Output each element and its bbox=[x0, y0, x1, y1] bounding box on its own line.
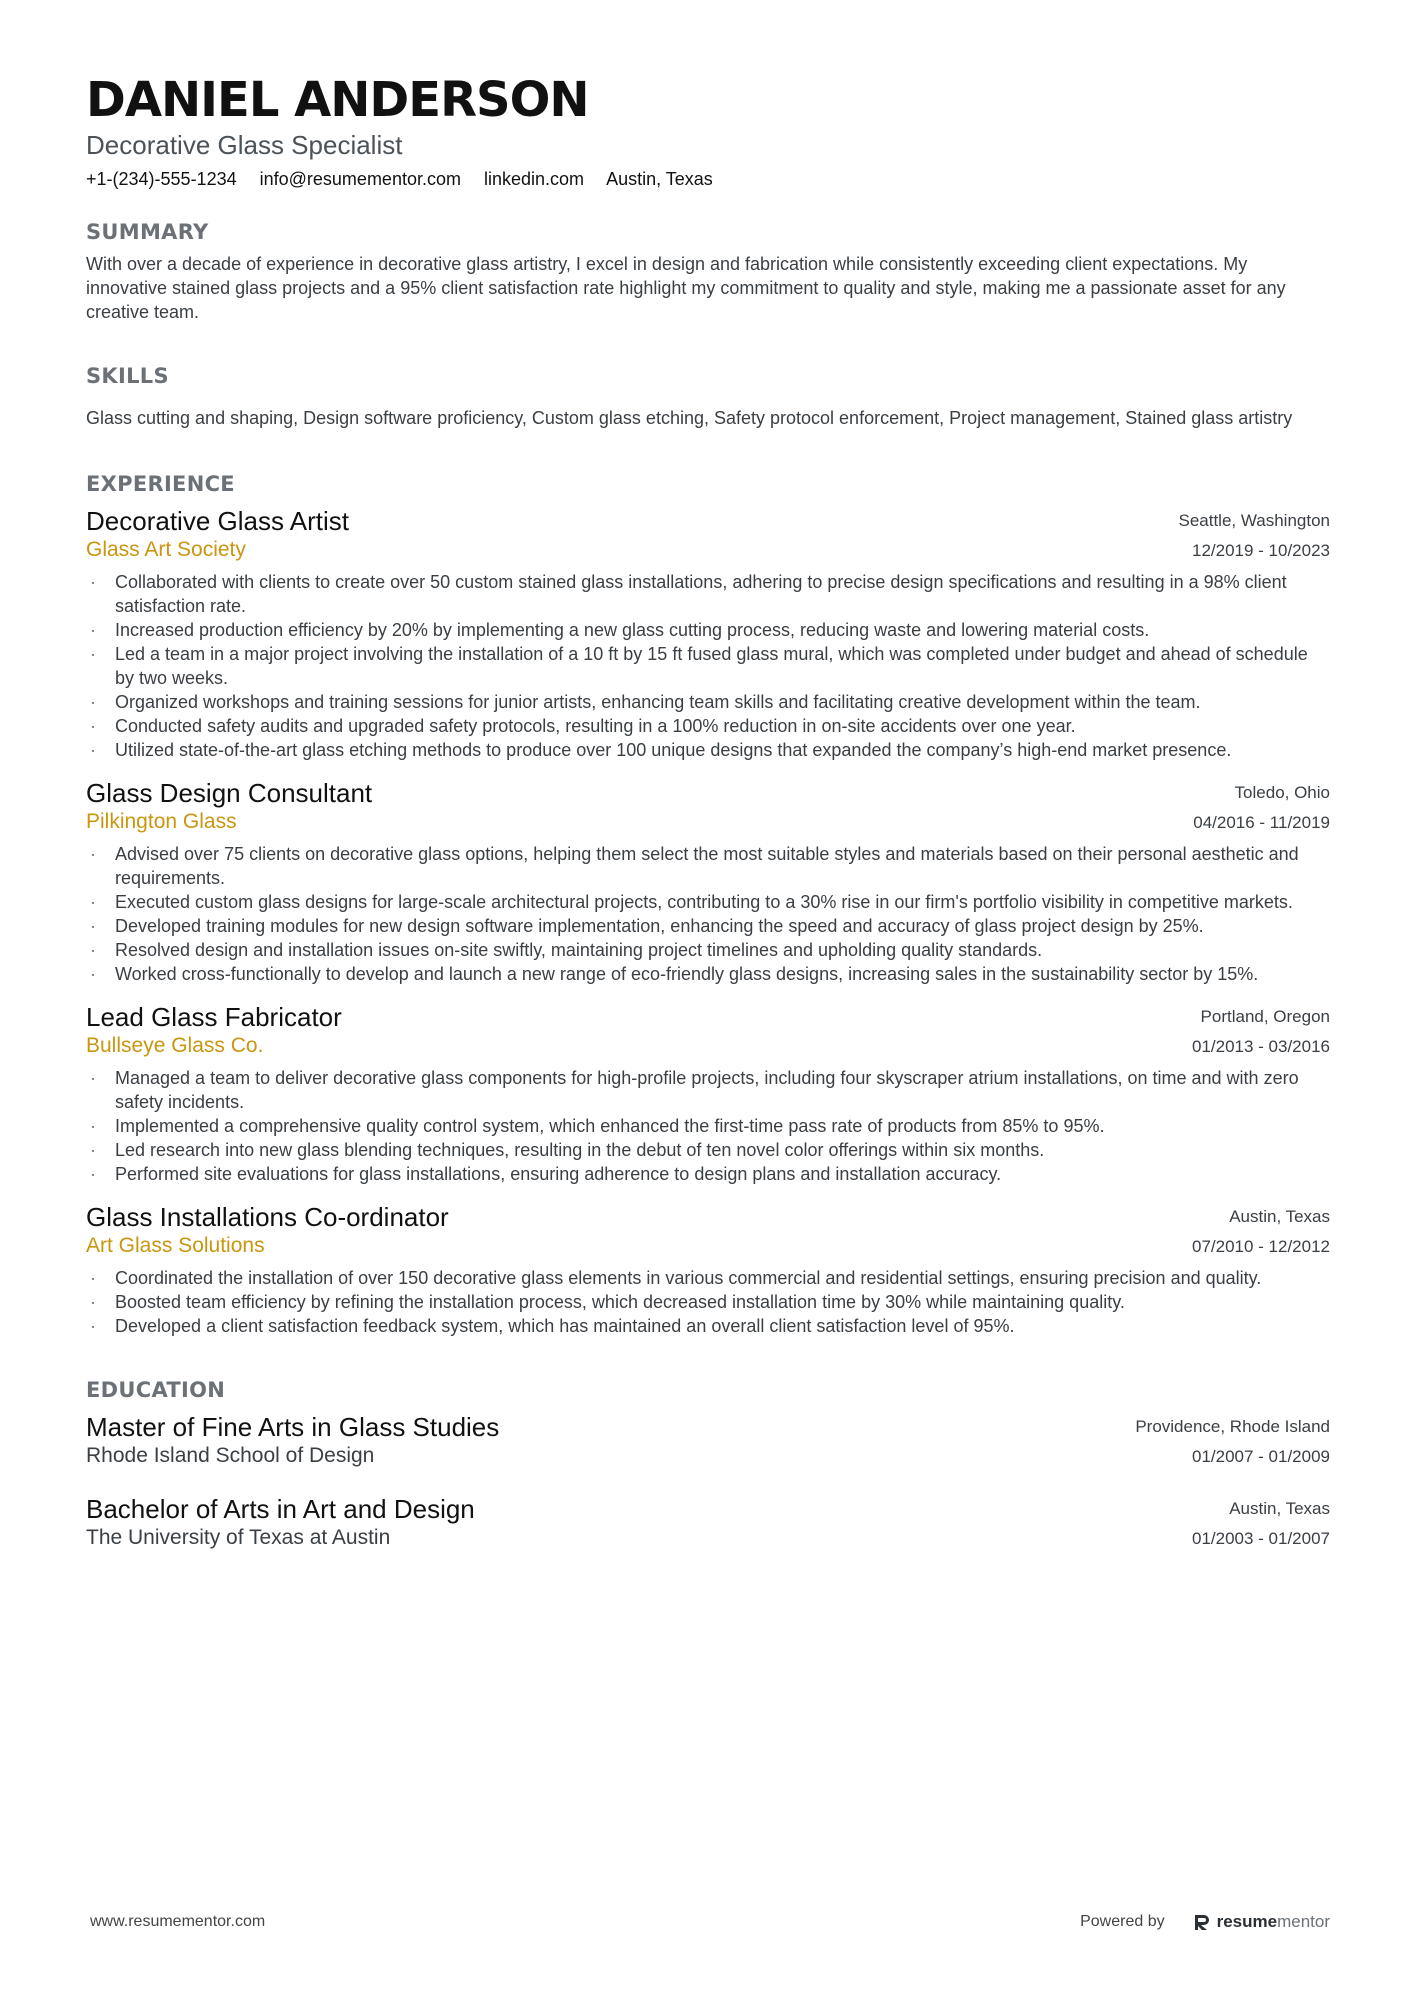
skills-title: SKILLS bbox=[86, 364, 169, 388]
job-bullets bbox=[86, 1266, 1330, 1338]
degree-title: Master of Fine Arts in Glass Studies bbox=[86, 1412, 500, 1442]
school-name: Rhode Island School of Design bbox=[86, 1444, 375, 1467]
experience-title: EXPERIENCE bbox=[86, 472, 235, 496]
powered-by-label: Powered by bbox=[1080, 1913, 1165, 1930]
job-title: Glass Design Consultant bbox=[86, 778, 373, 808]
job-company: Pilkington Glass bbox=[86, 810, 237, 833]
bullet-item: · Led research into new glass blending techniques, resulting in the debut of ten novel color offerings within six months. bbox=[86, 1138, 1330, 1162]
experience-section bbox=[86, 472, 1330, 1338]
resume-page bbox=[86, 72, 1330, 1554]
school-dates: 01/2007 - 01/2009 bbox=[1191, 1447, 1330, 1466]
bullet-item: · Utilized state-of-the-art glass etching methods to produce over 100 unique designs that expanded the company’s high-end market presence. bbox=[86, 738, 1330, 762]
bullet-item: · Performed site evaluations for glass installations, ensuring adherence to design plans and installation accuracy. bbox=[86, 1162, 1330, 1186]
school-location: Providence, Rhode Island bbox=[1135, 1417, 1330, 1436]
contact-email[interactable]: info@resumementor.com bbox=[259, 169, 461, 189]
bullet-item: · Boosted team efficiency by refining the installation process, which decreased installation time by 30% while maintaining quality. bbox=[86, 1290, 1330, 1314]
page-footer bbox=[90, 1912, 1330, 1932]
contact-line bbox=[86, 168, 1330, 190]
bullet-item: · Resolved design and installation issues on-site swiftly, maintaining project timelines and upholding quality standards. bbox=[86, 938, 1330, 962]
job-location: Toledo, Ohio bbox=[1234, 783, 1330, 802]
job-title: Glass Installations Co-ordinator bbox=[86, 1202, 449, 1232]
job-entry bbox=[86, 506, 1330, 762]
education-title: EDUCATION bbox=[86, 1378, 226, 1402]
summary-text: With over a decade of experience in decorative glass artistry, I excel in design and fabrication while consistently exceeding client expectations. My innovative stained glass projects and a 95% client satisfaction rate highlight my commitment to quality and style, making me a passionate asset for any creative team. bbox=[86, 254, 1286, 322]
school-location: Austin, Texas bbox=[1229, 1499, 1330, 1518]
summary-title: SUMMARY bbox=[86, 220, 209, 244]
bullet-item: · Collaborated with clients to create over 50 custom stained glass installations, adhering to precise design specifications and resulting in a 98% client satisfaction rate. bbox=[86, 570, 1330, 618]
job-dates: 07/2010 - 12/2012 bbox=[1191, 1237, 1330, 1256]
brand-light-text: mentor bbox=[1277, 1912, 1330, 1931]
bullet-item: · Managed a team to deliver decorative glass components for high-profile projects, including four skyscraper atrium installations, on time and with zero safety incidents. bbox=[86, 1066, 1330, 1114]
brand-bold-text: resume bbox=[1216, 1912, 1278, 1931]
bullet-item: · Executed custom glass designs for large-scale architectural projects, contributing to a 30% rise in our firm's portfolio visibility in competitive markets. bbox=[86, 890, 1330, 914]
bullet-item: · Worked cross-functionally to develop and launch a new range of eco-friendly glass designs, increasing sales in the sustainability sector by 15%. bbox=[86, 962, 1330, 986]
skills-section bbox=[86, 364, 1330, 430]
job-bullets bbox=[86, 570, 1330, 762]
summary-section bbox=[86, 220, 1330, 324]
degree-title: Bachelor of Arts in Art and Design bbox=[86, 1494, 475, 1524]
school-dates: 01/2003 - 01/2007 bbox=[1191, 1529, 1330, 1548]
candidate-name: DANIEL ANDERSON bbox=[86, 72, 589, 128]
footer-powered bbox=[1080, 1912, 1330, 1932]
job-dates: 04/2016 - 11/2019 bbox=[1193, 813, 1330, 832]
footer-website[interactable]: www.resumementor.com bbox=[90, 1913, 266, 1930]
bullet-item: · Organized workshops and training sessions for junior artists, enhancing team skills and facilitating creative development within the team. bbox=[86, 690, 1330, 714]
resumementor-logo[interactable] bbox=[1193, 1912, 1330, 1932]
bullet-item: · Developed a client satisfaction feedback system, which has maintained an overall client satisfaction level of 95%. bbox=[86, 1314, 1330, 1338]
job-title: Lead Glass Fabricator bbox=[86, 1002, 342, 1032]
school-name: The University of Texas at Austin bbox=[86, 1526, 391, 1549]
bullet-item: · Developed training modules for new design software implementation, enhancing the speed and accuracy of glass project design by 25%. bbox=[86, 914, 1330, 938]
job-dates: 12/2019 - 10/2023 bbox=[1191, 541, 1330, 560]
job-location: Seattle, Washington bbox=[1178, 511, 1330, 530]
job-entry bbox=[86, 1002, 1330, 1186]
contact-linkedin[interactable]: linkedin.com bbox=[484, 169, 585, 189]
job-company: Art Glass Solutions bbox=[86, 1234, 265, 1257]
resume-header bbox=[86, 72, 1330, 190]
job-title: Decorative Glass Artist bbox=[86, 506, 349, 536]
resumementor-icon bbox=[1193, 1913, 1211, 1931]
job-entry bbox=[86, 778, 1330, 986]
bullet-item: · Conducted safety audits and upgraded safety protocols, resulting in a 100% reduction in on-site accidents over one year. bbox=[86, 714, 1330, 738]
education-section bbox=[86, 1378, 1330, 1554]
bullet-item: · Led a team in a major project involving the installation of a 10 ft by 15 ft fused glass mural, which was completed under budget and ahead of schedule by two weeks. bbox=[86, 642, 1330, 690]
education-entry bbox=[86, 1412, 1330, 1472]
bullet-item: · Implemented a comprehensive quality control system, which enhanced the first-time pass rate of products from 85% to 95%. bbox=[86, 1114, 1330, 1138]
bullet-item: · Advised over 75 clients on decorative glass options, helping them select the most suitable styles and materials based on their personal aesthetic and requirements. bbox=[86, 842, 1330, 890]
bullet-item: · Increased production efficiency by 20% by implementing a new glass cutting process, reducing waste and lowering material costs. bbox=[86, 618, 1330, 642]
job-bullets bbox=[86, 1066, 1330, 1186]
job-location: Portland, Oregon bbox=[1200, 1007, 1330, 1026]
job-entry bbox=[86, 1202, 1330, 1338]
job-company: Bullseye Glass Co. bbox=[86, 1034, 264, 1057]
contact-location: Austin, Texas bbox=[606, 169, 713, 189]
job-dates: 01/2013 - 03/2016 bbox=[1191, 1037, 1330, 1056]
bullet-item: · Coordinated the installation of over 150 decorative glass elements in various commercial and residential settings, ensuring precision and quality. bbox=[86, 1266, 1330, 1290]
education-entry bbox=[86, 1494, 1330, 1554]
contact-phone: +1-(234)-555-1234 bbox=[86, 169, 237, 189]
skills-text: Glass cutting and shaping, Design software proficiency, Custom glass etching, Safety protocol enforcement, Project management, Stained glass artistry bbox=[86, 408, 1293, 428]
job-company: Glass Art Society bbox=[86, 538, 246, 561]
job-bullets bbox=[86, 842, 1330, 986]
candidate-role: Decorative Glass Specialist bbox=[86, 130, 403, 160]
job-location: Austin, Texas bbox=[1229, 1207, 1330, 1226]
